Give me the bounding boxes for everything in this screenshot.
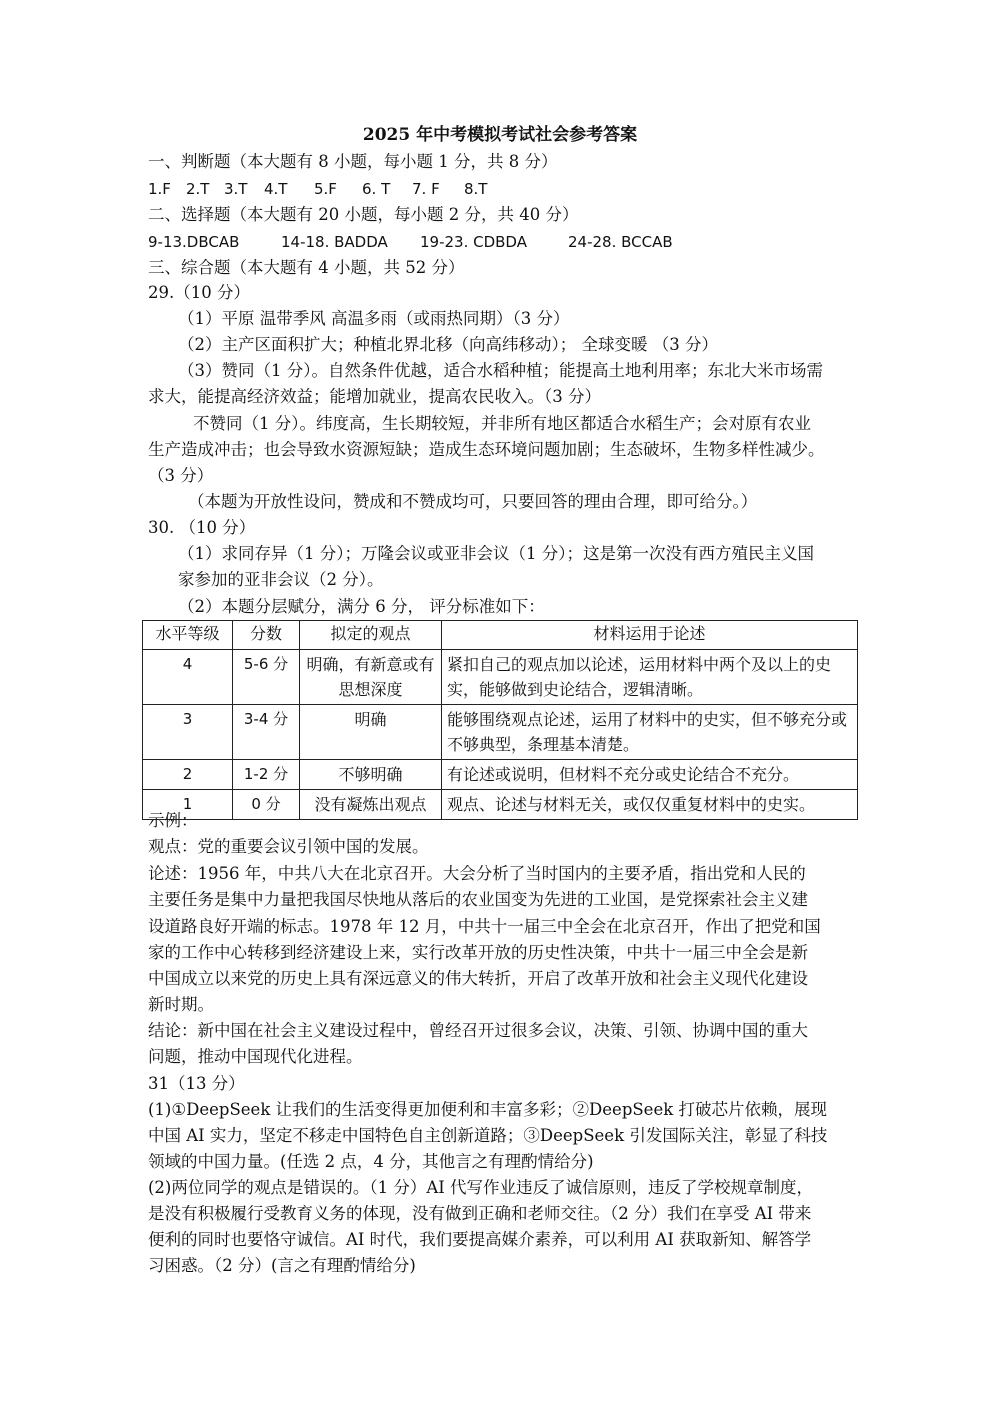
level-cell: 1: [143, 790, 233, 820]
q29-part4-line1: 不赞同（1 分）。纬度高，生长期较短，并非所有地区都适合水稻生产；会对原有农业: [193, 414, 811, 433]
usage-cell: 能够围绕观点论述，运用了材料中的史实，但不够充分或不够典型，条理基本清楚。: [442, 705, 858, 760]
q29-part4-line3: （3 分）: [148, 466, 214, 485]
section1-answers: [148, 179, 487, 199]
section1-heading: 一、判断题（本大题有 8 小题，每小题 1 分，共 8 分）: [148, 152, 558, 171]
q29-part3-line1: （3）赞同（1 分）。自然条件优越，适合水稻种植；能提高土地利用率；东北大米市场需: [178, 361, 823, 380]
example-label: 示例：: [148, 811, 198, 830]
q31-part2-line2: 是没有积极履行受教育义务的体现，没有做到正确和老师交往。（2 分）我们在享受 AI 带来: [148, 1204, 812, 1223]
answer-item: 5.F: [314, 180, 337, 198]
answer-item: 6. T: [362, 180, 391, 198]
table-row: [143, 790, 858, 820]
q29-part1: （1）平原 温带季风 高温多雨（或雨热同期）（3 分）: [178, 309, 570, 328]
example-conclusion-line2: 问题，推动中国现代化进程。: [148, 1047, 363, 1066]
example-conclusion-line1: 结论：新中国在社会主义建设过程中，曾经召开过很多会议，决策、引领、协调中国的重大: [148, 1021, 808, 1040]
score-cell: 0 分: [233, 790, 300, 820]
answer-group: 14-18. BADDA: [281, 233, 388, 251]
column-header: 拟定的观点: [300, 621, 442, 650]
q30-part1-line1: （1）求同存异（1 分）；万隆会议或亚非会议（1 分）；这是第一次没有西方殖民主义国: [178, 544, 814, 563]
page-title: 2025 年中考模拟考试社会参考答案: [362, 125, 638, 145]
column-header: 材料运用于论述: [442, 621, 858, 650]
level-cell: 4: [143, 650, 233, 705]
answer-item: 1.F: [148, 180, 171, 198]
answer-item: 8.T: [464, 180, 488, 198]
column-header: 分数: [233, 621, 300, 650]
table-header-row: [143, 621, 858, 650]
example-argument-line4: 家的工作中心转移到经济建设上来，实行改革开放的历史性决策，中共十一届三中全会是新: [148, 943, 808, 962]
q30-part2: （2）本题分层赋分，满分 6 分， 评分标准如下：: [178, 597, 545, 616]
view-cell: 没有凝炼出观点: [300, 790, 442, 820]
view-cell: 明确，有新意或有思想深度: [300, 650, 442, 705]
q31-header: 31（13 分）: [148, 1074, 245, 1093]
q30-part1-line2: 家参加的亚非会议（2 分）。: [178, 570, 384, 589]
example-argument-line2: 主要任务是集中力量把我国尽快地从落后的农业国变为先进的工业国，是党探索社会主义建: [148, 890, 808, 909]
q31-part1-line3: 领域的中国力量。(任选 2 点，4 分，其他言之有理酌情给分): [148, 1152, 594, 1171]
answer-item: 7. F: [412, 180, 440, 198]
q31-part1-line1: (1)①DeepSeek 让我们的生活变得更加便利和丰富多彩；②DeepSeek 打破芯片依赖，展现: [148, 1100, 827, 1119]
q29-part2: （2）主产区面积扩大；种植北界北移（向高纬移动）； 全球变暖 （3 分）: [178, 335, 718, 354]
q30-header: 30. （10 分）: [148, 518, 256, 537]
q31-part2-line1: (2)两位同学的观点是错误的。（1 分）AI 代写作业违反了诚信原则，违反了学校规章制度，: [148, 1178, 814, 1197]
answer-group: 24-28. BCCAB: [568, 233, 673, 251]
q29-note: （本题为开放性设问，赞成和不赞成均可，只要回答的理由合理，即可给分。）: [188, 492, 758, 511]
usage-cell: 观点、论述与材料无关，或仅仅重复材料中的史实。: [442, 790, 858, 820]
section2-heading: 二、选择题（本大题有 20 小题，每小题 2 分，共 40 分）: [148, 205, 579, 224]
q31-part2-line4: 习困惑。（2 分）(言之有理酌情给分): [148, 1256, 416, 1275]
usage-cell: 有论述或说明，但材料不充分或史论结合不充分。: [442, 760, 858, 790]
view-cell: 不够明确: [300, 760, 442, 790]
q31-part1-line2: 中国 AI 实力，坚定不移走中国特色自主创新道路；③DeepSeek 引发国际关注，彰显了科技: [148, 1126, 828, 1145]
example-viewpoint: 观点：党的重要会议引领中国的发展。: [148, 837, 429, 856]
example-argument-line1: 论述：1956 年，中共八大在北京召开。大会分析了当时国内的主要矛盾，指出党和人民的: [148, 864, 806, 883]
answer-group: 9-13.DBCAB: [148, 233, 240, 251]
section2-answers: [148, 232, 673, 252]
answer-item: 2.T: [186, 180, 210, 198]
example-argument-line5: 中国成立以来党的历史上具有深远意义的伟大转折，开启了改革开放和社会主义现代化建设: [148, 969, 808, 988]
q31-part2-line3: 便利的同时也要恪守诚信。AI 时代，我们要提高媒介素养，可以利用 AI 获取新知、解答学: [148, 1230, 812, 1249]
level-cell: 2: [143, 760, 233, 790]
score-cell: 1-2 分: [233, 760, 300, 790]
example-argument-line6: 新时期。: [148, 995, 214, 1014]
level-cell: 3: [143, 705, 233, 760]
q29-part3-line2: 求大，能提高经济效益；能增加就业，提高农民收入。（3 分）: [148, 387, 601, 406]
table-row: [143, 650, 858, 705]
score-cell: 3-4 分: [233, 705, 300, 760]
answer-item: 4.T: [264, 180, 288, 198]
score-cell: 5-6 分: [233, 650, 300, 705]
example-argument-line3: 设道路良好开端的标志。1978 年 12 月，中共十一届三中全会在北京召开，作出了把党和国: [148, 917, 821, 936]
view-cell: 明确: [300, 705, 442, 760]
column-header: 水平等级: [143, 621, 233, 650]
answer-item: 3.T: [224, 180, 248, 198]
usage-cell: 紧扣自己的观点加以论述，运用材料中两个及以上的史实，能够做到史论结合，逻辑清晰。: [442, 650, 858, 705]
q29-header: 29.（10 分）: [148, 283, 250, 302]
grading-table: [142, 620, 858, 820]
q29-part4-line2: 生产造成冲击；也会导致水资源短缺；造成生态环境问题加剧；生态破坏，生物多样性减少。: [148, 440, 825, 459]
table-row: [143, 760, 858, 790]
section3-heading: 三、综合题（本大题有 4 小题，共 52 分）: [148, 258, 465, 277]
answer-group: 19-23. CDBDA: [420, 233, 527, 251]
table-row: [143, 705, 858, 760]
